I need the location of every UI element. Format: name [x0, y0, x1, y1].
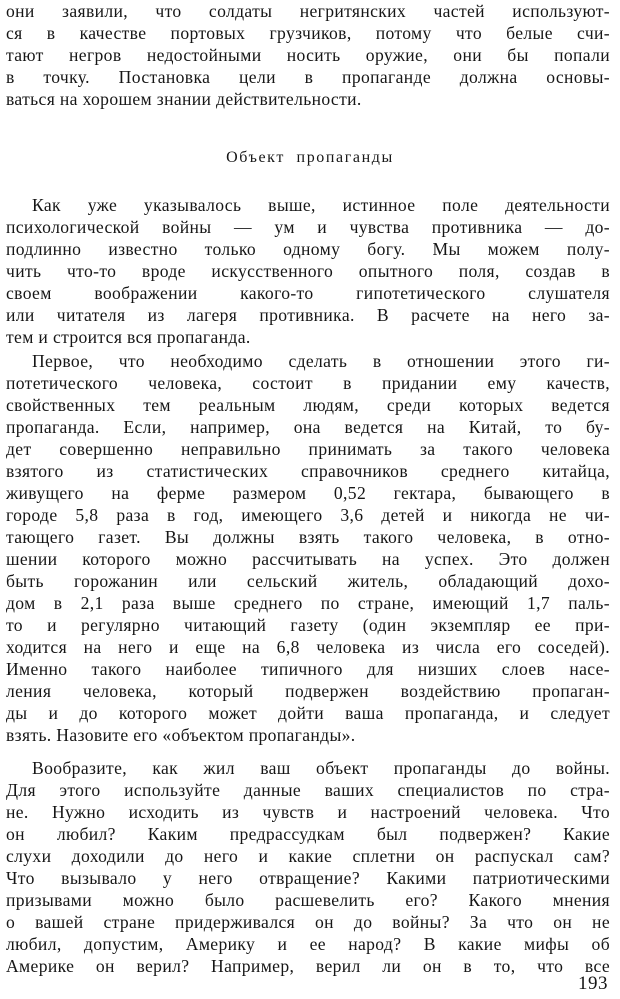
text-line: призывами можно было расшевелить его? Какого мнения: [6, 890, 610, 910]
text-line: о вашей стране придерживался он до войны? За что он не: [6, 912, 610, 932]
text-line: любил, допустим, Америку и ее народ? В какие мифы об: [6, 934, 610, 954]
text-line: Как уже указывалось выше, истинное поле деятельности: [32, 195, 610, 215]
text-line: ходится на него и еще на 6,8 человека из числа его соседей).: [6, 637, 610, 657]
text-line: чить что-то вроде искусственного опытного поля, создав в: [6, 261, 610, 281]
text-line: в точку. Постановка цели в пропаганде должна основы-: [6, 67, 610, 87]
text-line: Первое, что необходимо сделать в отношении этого ги-: [32, 351, 610, 371]
text-line: ды и до которого может дойти ваша пропаганда, и следует: [6, 703, 610, 723]
text-line: Америке он верил? Например, верил ли он в то, что все: [6, 956, 610, 976]
text-line: слухи доходили до него и какие сплетни он распускал сам?: [6, 846, 610, 866]
text-line: или читателя из лагеря противника. В расчете на него за-: [6, 305, 610, 325]
text-line: Вообразите, как жил ваш объект пропаганды до войны.: [32, 758, 610, 778]
text-line: быть горожанин или сельский житель, обладающий дохо-: [6, 571, 610, 591]
text-line: ления человека, который подвержен воздействию пропаган-: [6, 681, 610, 701]
text-line: Для этого используйте данные ваших специалистов по стра-: [6, 780, 610, 800]
text-line: ваться на хорошем знании действительности.: [6, 89, 362, 109]
text-line: тают негров недостойными носить оружие, они бы попали: [6, 45, 610, 65]
text-line: он любил? Каким предрассудкам был подвержен? Какие: [6, 824, 610, 844]
text-line: они заявили, что солдаты негритянских частей используют-: [6, 1, 610, 21]
text-line: тем и строится вся пропаганда.: [6, 327, 251, 347]
text-line: подлинно известно только одному богу. Мы можем полу-: [6, 239, 610, 259]
text-line: взятого из статистических справочников среднего китайца,: [6, 461, 610, 481]
text-line: городе 5,8 раза в год, имеющего 3,6 детей и никогда не чи-: [6, 505, 610, 525]
text-line: своем воображении какого-то гипотетического слушателя: [6, 283, 610, 303]
text-line: Что вызывало у него отвращение? Какими патриотическими: [6, 868, 610, 888]
text-line: дет совершенно неправильно принимать за такого человека: [6, 439, 610, 459]
text-line: то и регулярно читающий газету (один экземпляр ее при-: [6, 615, 610, 635]
page-number: 193: [578, 973, 608, 994]
text-line: потетического человека, состоит в придании ему качеств,: [6, 373, 610, 393]
text-line: живущего на ферме размером 0,52 гектара, бывающего в: [6, 483, 610, 503]
text-line: пропаганда. Если, например, она ведется на Китай, то бу-: [6, 417, 610, 437]
text-line: дом в 2,1 раза выше среднего по стране, имеющий 1,7 паль-: [6, 593, 610, 613]
text-line: психологической войны — ум и чувства противника — до-: [6, 217, 610, 237]
text-line: шении которого можно рассчитывать на успех. Это должен: [6, 549, 610, 569]
text-line: тающего газет. Вы должны взять такого человека, в отно-: [6, 527, 610, 547]
text-line: ся в качестве портовых грузчиков, потому что белые счи-: [6, 23, 610, 43]
text-line: Именно такого наиболее типичного для низших слоев насе-: [6, 659, 610, 679]
section-heading: Объект пропаганды: [226, 149, 394, 166]
text-line: не. Нужно исходить из чувств и настроений человека. Что: [6, 802, 610, 822]
text-line: взять. Назовите его «объектом пропаганды».: [6, 725, 356, 745]
text-line: свойственных тем реальным людям, среди которых ведется: [6, 395, 610, 415]
